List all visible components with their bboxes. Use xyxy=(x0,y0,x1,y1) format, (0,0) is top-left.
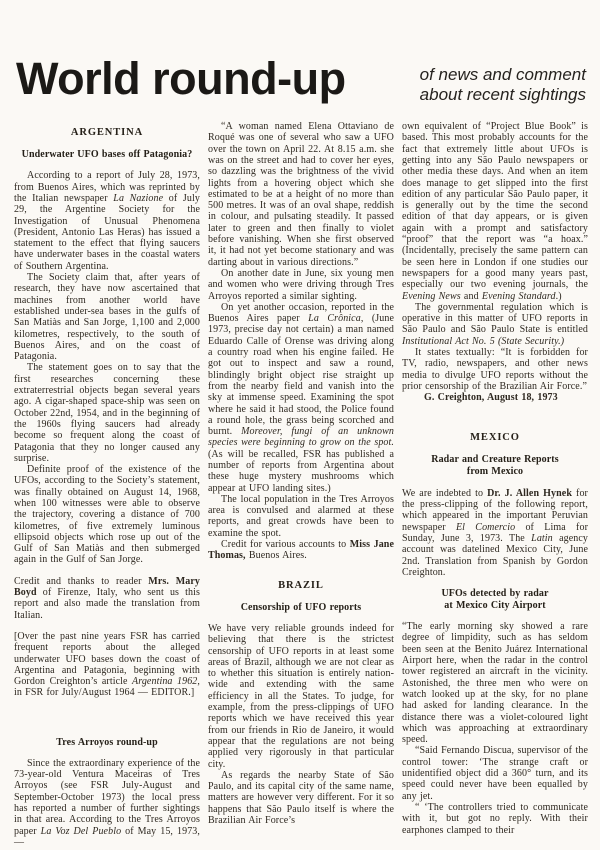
text-segment: Mrs. Mary Boyd xyxy=(14,575,200,599)
paragraph xyxy=(14,576,200,621)
heading-line: Censorship of UFO reports xyxy=(240,601,362,613)
text-segment: agency account was datelined Mexico City, June 2nd. Translation from Spanish by Gordon Creighton. xyxy=(402,533,588,578)
text-segment: La Voz Del Pueblo xyxy=(40,825,122,837)
paragraph xyxy=(14,362,200,464)
paragraph xyxy=(402,745,588,801)
text-segment: Latin xyxy=(531,533,553,544)
text-segment: According to a report of July 28, 1973, from Buenos Aires, which was reprinted by the Italian newspaper xyxy=(14,170,200,204)
paragraph xyxy=(402,121,588,302)
text-segment: of Firenze, Italy, who sent us this report and also made the translation from Italian. xyxy=(14,587,200,621)
heading-line: BRAZIL xyxy=(278,579,324,591)
paragraph xyxy=(402,302,588,347)
paragraph xyxy=(14,170,200,272)
text-segment: “ ‘The controllers tried to communicate with it, but got no reply. With their earphones clamped to their xyxy=(402,801,588,836)
heading-line: UFOs detected by radar xyxy=(441,588,549,600)
text-segment: Since the extraordinary experience of the 73-year-old Ventura Maceiras of Tres Arroyos (see FSR July-August and September-October 1973) the local press has reported a number of further sightings in that area. According to the Tres Arroyos paper xyxy=(14,757,200,837)
heading-line: MEXICO xyxy=(470,431,520,443)
heading-line: Radar and Creature Reports xyxy=(431,453,559,465)
text-segment: , in FSR for July/August 1964 — EDITOR.] xyxy=(14,676,200,699)
paragraph xyxy=(208,302,394,494)
text-segment: The governmental regulation which is operative in this matter of UFO reports in São Paulo and São Paulo State is entitled xyxy=(402,301,588,336)
text-segment: own equivalent of “Project Blue Book” is based. This most probably accounts for the fact that extremely little about UFOs is getting into any São Paulo newspapers or other media these days. And when an item does manage to get slipped into the first edition of any particular São Paulo paper, it is generally out by the time the second edition of that day appears, or is given again with a prompt and satisfactory “proof” that the report was “a hoax.” (Incidentally, precisely the same pattern can be seen here in London if one studies our newspapers for a good many years past, especially our two evening journals, the xyxy=(402,121,588,291)
text-segment: “Said Fernando Discua, supervisor of the control tower: ‘The strange craft or unidentified object did a 360° turn, and its speed could never have been equalled by any jet. xyxy=(402,745,588,802)
text-segment: Argentina 1962 xyxy=(132,676,198,688)
text-segment: Credit and thanks to reader xyxy=(14,575,149,587)
text-segment: We are indebted to xyxy=(402,487,488,499)
page-title: World round-up xyxy=(16,53,346,104)
heading-line: from Mexico xyxy=(466,465,524,477)
text-segment: of May 15, 1973,— xyxy=(14,825,200,848)
article-heading xyxy=(14,737,200,749)
paragraph xyxy=(208,770,394,826)
text-segment: The statement goes on to say that the first researches concerning these extraterrestrial objects began several years ago. A cigar-shaped space-ship was seen on October 22nd, 1954, and in the beginning of the 1960s flying saucers had already become so frequent along the coast of Patagonia that they no longer caused any surprise. xyxy=(14,362,200,464)
text-segment: As regards the nearby State of São Paulo, and its capital city of the same name, matters are however very different. For it so happens that São Paulo itself is where the Brazilian Air Force’s xyxy=(208,769,394,827)
paragraph xyxy=(14,464,200,566)
byline xyxy=(402,392,588,403)
text-segment: La Crônica xyxy=(308,313,361,325)
text-segment: La Nazione xyxy=(113,192,164,204)
paragraph xyxy=(208,121,394,268)
text-segment: Dr. J. Allen Hynek xyxy=(487,487,572,499)
subtitle-line-2: about recent sightings xyxy=(419,85,586,105)
masthead xyxy=(16,53,586,105)
text-segment: The Society claim that, after years of research, they have now ascertained that machines from another world have established under-sea bases in the gulfs of San Matiàs and San Jorge, 1,100 and 2,000 kilometres, respectively, to the south of Buenos Aires, and on the coast of Patagonia. xyxy=(14,272,200,363)
text-segment: Institutional Act No. 5 (State Security.) xyxy=(402,335,565,347)
text-segment: [Over the past nine years FSR has carried frequent reports about the alleged underwater UFO bases down the coast of Argentina and Patagonia, beginning with Gordon Creighton’s article xyxy=(14,630,200,688)
article-heading xyxy=(14,149,200,161)
text-segment: “The early morning sky showed a rare degree of limpidity, such as has seldom been seen at the Benito Juárez International Airport here, when the radar in the control tower registered an aircraft in the vicinity. Astonished, the three men who were on watch looked up at the sky, for no plane had asked for landing clearance. In the distance there was a violet-coloured light which was approaching at extraordinary speed. xyxy=(402,621,588,746)
paragraph xyxy=(208,268,394,302)
page-subtitle xyxy=(420,56,586,105)
text-segment: and xyxy=(460,290,482,302)
text-segment: On another date in June, six young men and women who were driving through Tres Arroyos reported a similar sighting. xyxy=(208,267,394,302)
text-segment: El Comercio xyxy=(455,521,516,533)
text-segment: of Lima for Sunday, June 3, 1973. The xyxy=(402,521,588,544)
text-segment: Evening News xyxy=(402,290,461,302)
article-columns xyxy=(14,121,588,848)
text-segment: Evening Standard xyxy=(481,290,556,302)
paragraph xyxy=(208,539,394,562)
column-2 xyxy=(208,121,394,848)
text-segment: Moreover, fungi of an unknown species were beginning to grow on the spot. xyxy=(208,426,394,449)
text-segment: Definite proof of the existence of the UFOs, according to the Society’s statement, was finally obtained on August 14, 1968, when 100 witnesses were able to observe the trajectory, covering a distance of 700 kilometres, of five extremely luminous ellipsoid objects which rose up out of the Gulf of San Matiàs and then submerged again in the Gulf of San Jorge. xyxy=(14,464,200,566)
paragraph xyxy=(402,802,588,836)
text-segment: (As will be recalled, FSR has published a number of reports from Argentina about these huge mystery mushrooms which appear at UFO landing sites.) xyxy=(208,448,394,494)
section-heading xyxy=(208,580,394,591)
article-heading xyxy=(402,588,588,612)
paragraph xyxy=(14,758,200,848)
paragraph xyxy=(402,347,588,392)
text-segment: On yet another occasion, reported in the Buenos Aires paper xyxy=(208,301,394,325)
text-segment: “A woman named Elena Ottaviano de Roqué was one of several who saw a UFO over the town on April 22. At 8.15 a.m. she was on the street and had to cover her eyes, so dazzling was the brightness of the vivid lights from a hovering object which she estimated to be at a height of no more than 500 metres. It was of an oval shape, reddish in colour, and pulsating steadily. It passed later to green and then finally to violet before vanishing. When she first observed it, it had not yet become stationary and was darting about in various directions.” xyxy=(208,121,394,268)
text-segment: G. Creighton, August 18, 1973 xyxy=(424,392,558,404)
text-segment: It states textually: “It is forbidden for TV, radio, newspapers, and other news media to divulge UFO reports without the prior censorship of the Brazilian Air Force.” xyxy=(402,347,588,392)
text-segment: .) xyxy=(555,290,562,302)
text-segment: , (June 1973, precise day not certain) a man named Eduardo Calle of Orense was driving along a country road when his engine failed. He got out to inspect and saw a round, blindingly bright object rise straight up from the nearby field and vanish into the sky at immense speed. Examining the spot where he said it had stood, the Police found a round hole, the grass being scorched and burnt. xyxy=(208,313,394,438)
heading-line: at Mexico City Airport xyxy=(444,600,546,612)
text-segment: of July 29, the Argentine Society for the Investigation of Unusual Phenomena (President, Antonio Las Heras) has issued a statement to the effect that flying saucers have underwater bases in the coastal waters of Southern Argentina. xyxy=(14,192,200,272)
text-segment: We have very reliable grounds indeed for believing that there is the strictest censorship of UFO reports in at least some areas of Brazil, although we are not clear as to whether this situation is entirely nation-wide and extending with the same efficiency in all the States. To judge, for example, from the press-clippings of UFO reports which we have received this year from our friends in Rio de Janeiro, it would appear that the regulations are not being applied very rigorously in that particular city. xyxy=(208,622,394,770)
paragraph xyxy=(208,494,394,539)
paragraph xyxy=(402,621,588,745)
article-heading xyxy=(402,454,588,478)
column-3 xyxy=(402,121,588,848)
paragraph xyxy=(14,272,200,362)
paragraph xyxy=(14,631,200,699)
text-segment: Credit for various accounts to xyxy=(221,539,350,551)
text-segment: for the press-clipping of the following report, which appeared in the important Peruvian newspaper xyxy=(402,487,588,533)
subtitle-line-1: of news and comment xyxy=(419,65,586,84)
text-segment: The local population in the Tres Arroyos area is convulsed and alarmed at these reports, and great crowds have been to examine the spot. xyxy=(208,493,394,539)
column-1 xyxy=(14,121,200,848)
text-segment: Miss Jane Thomas, xyxy=(208,539,394,562)
section-heading xyxy=(402,432,588,443)
heading-line: Tres Arroyos round-up xyxy=(56,736,158,748)
article-heading xyxy=(208,602,394,614)
heading-line: ARGENTINA xyxy=(70,127,144,139)
paragraph xyxy=(402,488,588,578)
paragraph xyxy=(208,623,394,770)
heading-line: Underwater UFO bases off Patagonia? xyxy=(21,149,193,161)
section-heading xyxy=(14,127,200,138)
text-segment: Buenos Aires. xyxy=(245,550,307,562)
